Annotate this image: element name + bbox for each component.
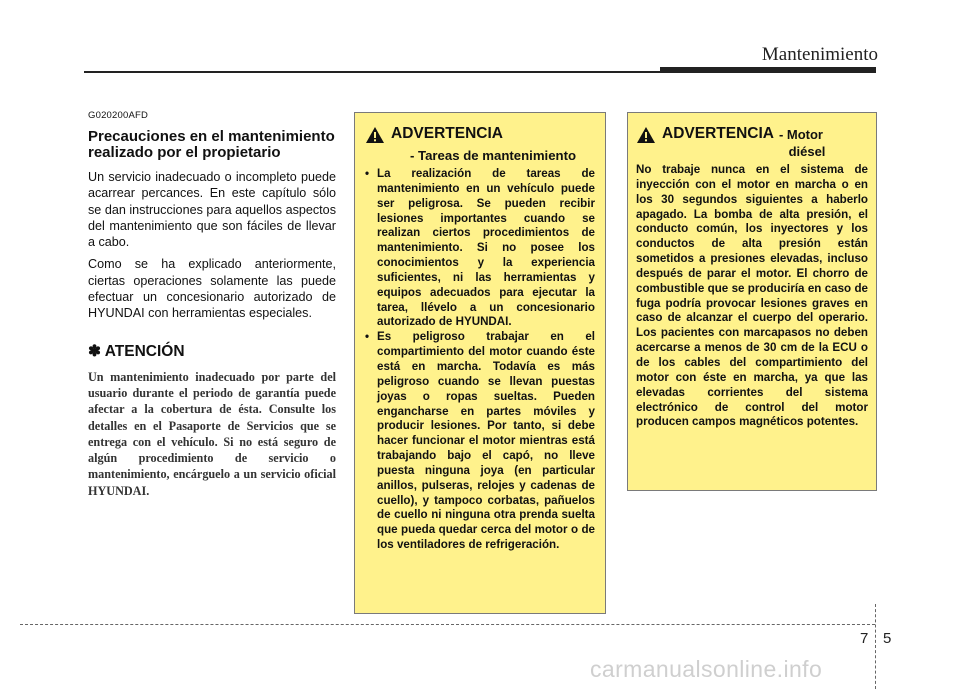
page-number: 5 bbox=[883, 630, 892, 647]
warning-header bbox=[636, 125, 868, 144]
header-rule-thick bbox=[660, 67, 876, 73]
watermark: carmanualsonline.info bbox=[590, 656, 823, 682]
bullet-dot: • bbox=[365, 330, 370, 344]
attention-body: Un mantenimiento inadecuado por parte del usuario durante el periodo de garantía puede afectar a la cobertura de ésta. Consulte los detalles en el Pasaporte de Servicios que se entrega con el vehículo. Si no está seguro de algún procedimiento de servicio o mantenimiento, encárguelo a un servicio oficial HYUNDAI. bbox=[88, 369, 336, 498]
section-heading: Precauciones en el mantenimiento realizado por el propietario bbox=[88, 128, 335, 161]
paragraph-1: Un servicio inadecuado o incompleto puede acarrear percances. En este capítulo sólo se dan instrucciones para aquellos aspectos del mantenimiento que son fáciles de llevar a cabo. bbox=[88, 170, 336, 250]
warning-triangle-icon bbox=[365, 126, 385, 144]
warning-box-maintenance bbox=[354, 112, 606, 614]
paragraph-2: Como se ha explicado anteriormente, ciertas operaciones solamente las puede efectuar un concesionario autorizado de HYUNDAI con herramientas especiales. bbox=[88, 257, 336, 321]
left-column bbox=[88, 110, 336, 499]
chapter-number: 7 bbox=[860, 630, 869, 647]
warning-bullet bbox=[365, 167, 595, 330]
bullet-dot: • bbox=[365, 167, 370, 180]
warning-triangle-icon bbox=[636, 126, 656, 144]
bullet-text: Es peligroso trabajar en el compartimiento del motor cuando éste está en marcha. Todavía es más peligroso cuando se llevan puestas joyas o ropas sueltas. Pueden engancharse en partes móviles y producir lesiones. Por tanto, si debe hacer funcionar el motor mientras está trabajando bajo el capó, no lleve puesta ninguna joya (en particular anillos, pulseras, relojes y cadenas de cuello), y tampoco corbatas, pañuelos de cuello ni ninguna otra prenda suelta que pueda quedar cerca del motor o de los ventiladores de refrigeración. bbox=[377, 330, 595, 552]
footer-rule bbox=[20, 624, 875, 625]
warning-subtitle-a: - Motor bbox=[778, 127, 823, 142]
warning-subtitle-b: diésel bbox=[788, 144, 826, 159]
page-header-title: Mantenimiento bbox=[761, 44, 878, 65]
section-code: G020200AFD bbox=[88, 110, 149, 121]
warning-header bbox=[365, 125, 595, 144]
warning-subtitle: - Tareas de mantenimiento bbox=[409, 148, 577, 163]
warning-bullet bbox=[365, 330, 595, 553]
warning-title: ADVERTENCIA bbox=[662, 125, 774, 142]
warning-title: ADVERTENCIA bbox=[391, 125, 503, 142]
footer-divider bbox=[875, 604, 876, 689]
bullet-text: La realización de tareas de mantenimiento en un vehículo puede ser peligrosa. Se pueden recibir lesiones importantes cuando se realizan ciertos procedimientos de mantenimiento. Si no posee los conocimientos y la experiencia suficientes, ni las herramientas y equipos adecuados para ejecutar la tarea, llévelo a un concesionario autorizado de HYUNDAI. bbox=[377, 167, 595, 329]
warning-body: No trabaje nunca en el sistema de inyección con el motor en marcha o en los 30 segundos siguientes a haberlo apagado. La bomba de alta presión, el conducto común, los inyectores y los conductos de alta presión están sometidos a presiones elevadas, incluso después de parar el motor. El chorro de combustible que se produciría en caso de fuga podría provocar lesiones graves en caso de alcanzar el cuerpo del operario. Los pacientes con marcapasos no deben acercarse a menos de 30 cm de la ECU o de los cables del compartimiento del motor con éste en marcha, ya que las elevadas corrientes del sistema electrónico de control del motor producen campos magnéticos potentes. bbox=[636, 163, 868, 429]
attention-title: ✽ ATENCIÓN bbox=[88, 342, 185, 360]
warning-box-diesel bbox=[627, 112, 877, 491]
header-rule bbox=[84, 71, 660, 73]
